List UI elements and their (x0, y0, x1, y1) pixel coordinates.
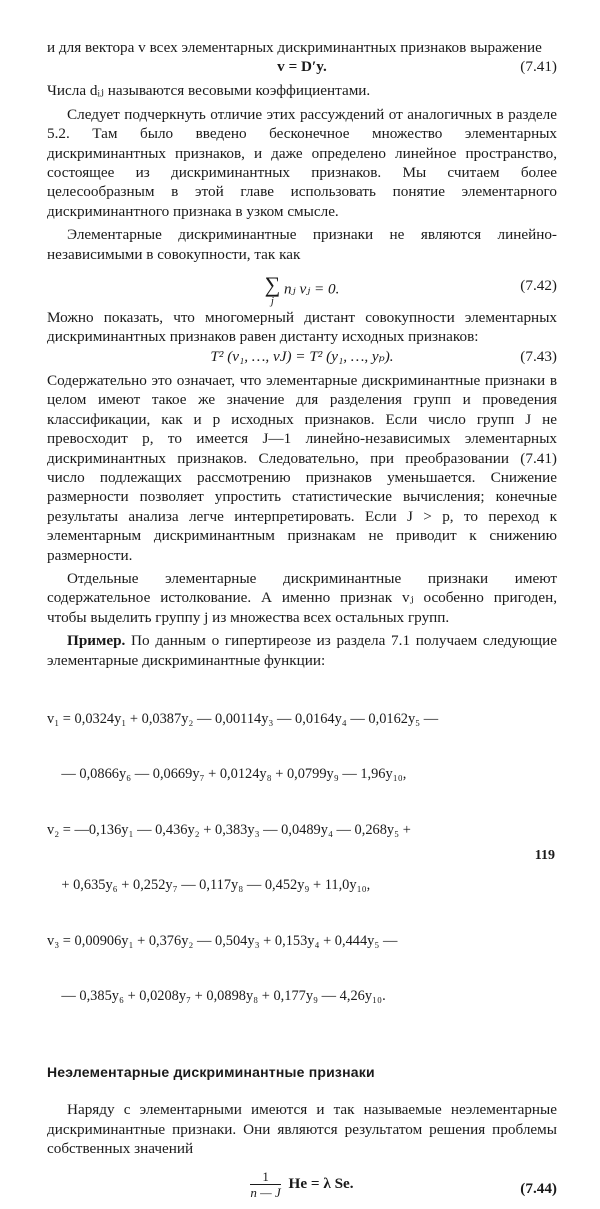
paragraph-2: Числа dᵢⱼ называются весовыми коэффициентами. (47, 82, 371, 100)
section-heading: Неэлементарные дискриминантные признаки (47, 1063, 375, 1080)
page-content (47, 38, 557, 1209)
discriminant-functions (47, 673, 557, 1043)
paragraph-8-text: По данным о гипертиреозе из раздела 7.1 получаем следующие элементарные дискриминантные функции: (47, 632, 557, 669)
equation-7-43 (47, 347, 557, 371)
paragraph-1: и для вектора v всех элементарных дискриминантных признаков выражение (47, 39, 542, 56)
equation-7-42-body: nⱼ vⱼ = 0. (284, 280, 340, 298)
equation-7-41-number: (7.41) (520, 58, 557, 76)
fraction: $\frac{1}{n — J}$ (250, 1168, 281, 1200)
formula-line: — 0,0866y₆ — 0,0669y₇ + 0,0124y₈ + 0,0799y₉ — 1,96y₁₀, (47, 766, 407, 783)
equation-7-42 (47, 264, 557, 308)
example-label: Пример. (67, 632, 126, 650)
paragraph-7: Отдельные элементарные дискриминантные признаки имеют содержательное истолкование. А именно признак vⱼ особенно пригоден, чтобы выделить группу j из множества всех остальных групп. (47, 569, 557, 626)
equation-7-44-number: (7.44) (520, 1179, 557, 1197)
paragraph-8 (47, 631, 557, 670)
equation-7-44-body: He = λ Se. (288, 1174, 354, 1192)
paragraph-6: Содержательно это означает, что элементарные дискриминантные признаки в целом имеют такое же значение для разделения групп и проведения классификации, как и p исходных признаков. Если число групп J не превосходит p, то имеется J—1 линейно-независимых элементарных дискриминантных признаков. Следовательно, при преобразовании (7.41) число подлежащих рассмотрению признаков уменьшается. Снижение размерности позволяет упростить статистические вычисления; конечные результаты анализа легче интерпретировать. Если J > p, то переход к элементарным дискриминантным признакам не приводит к снижению размерности. (47, 371, 557, 564)
formula-line: v₃ = 0,00906y₁ + 0,376y₂ — 0,504y₃ + 0,153y₄ + 0,444y₅ — (47, 932, 398, 949)
paragraph-5: Можно показать, что многомерный дистант совокупности элементарных дискриминантных признаков равен дистанту исходных признаков: (47, 309, 557, 346)
equation-7-43-number: (7.43) (520, 347, 557, 365)
formula-line: v₁ = 0,0324y₁ + 0,0387y₂ — 0,00114y₃ — 0,0164y₄ — 0,0162y₅ — (47, 710, 439, 727)
equation-7-43-body: T² (v₁, …, vJ) = T² (y₁, …, yₚ). (210, 347, 394, 365)
page-number: 119 (534, 848, 555, 863)
sum-symbol: ∑ j (264, 272, 281, 308)
paragraph-9: Наряду с элементарными имеются и так называемые неэлементарные дискриминантные признаки. Они являются результатом решения проблемы собственных значений (47, 1101, 557, 1158)
equation-7-42-number: (7.42) (520, 277, 557, 295)
paragraph-4: Элементарные дискриминантные признаки не являются линейно-независимыми в совокупности, так как (47, 226, 557, 263)
paragraph-3: Следует подчеркнуть отличие этих рассуждений от аналогичных в разделе 5.2. Там было введено бесконечное множество элементарных дискриминантных признаков, и даже определено линейное пространство, состоящее из дискриминантных признаков. Мы считаем более целесообразным в этой главе использовать понятие элементарного дискриминантного признака в узком смысле. (47, 105, 557, 220)
formula-line: + 0,635y₆ + 0,252y₇ — 0,117y₈ — 0,452y₉ + 11,0y₁₀, (47, 877, 371, 894)
equation-7-41 (47, 57, 557, 81)
equation-7-41-body: v = D′y. (277, 58, 327, 76)
equation-7-44 (47, 1165, 557, 1209)
formula-line: — 0,385y₆ + 0,0208y₇ + 0,0898y₈ + 0,177y₉ — 4,26y₁₀. (47, 988, 386, 1005)
formula-line: v₂ = —0,136y₁ — 0,436y₂ + 0,383y₃ — 0,0489y₄ — 0,268y₅ + (47, 821, 411, 838)
